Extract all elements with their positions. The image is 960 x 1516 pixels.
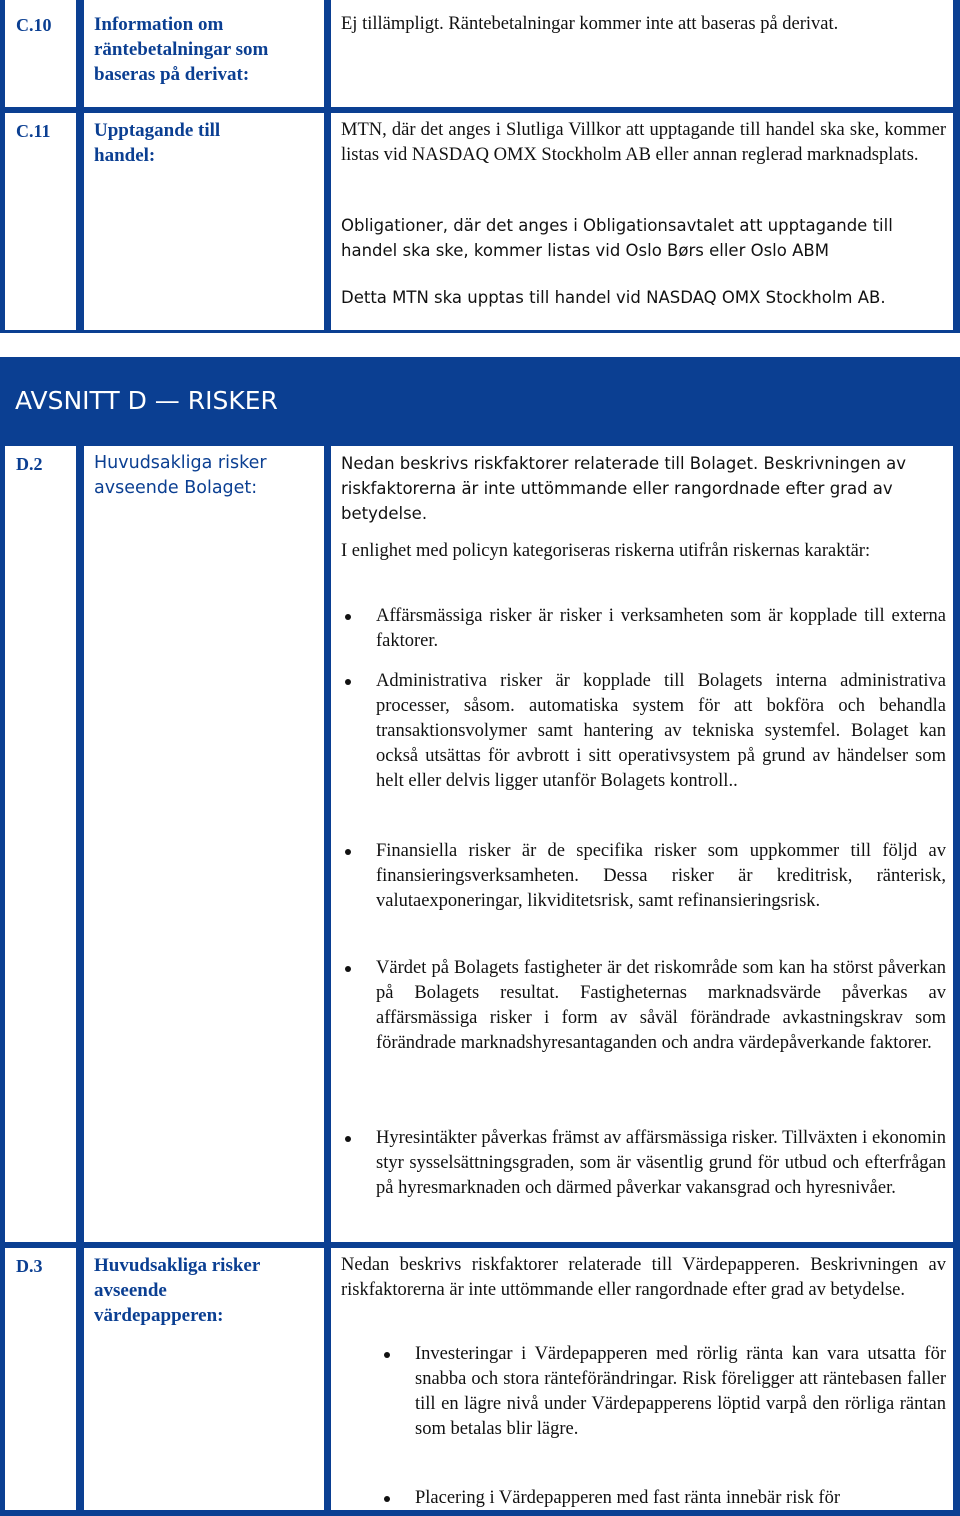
d2-bullet-1 (376, 604, 946, 654)
c10-content-cell (331, 0, 953, 107)
d2-bullet-4-text: Värdet på Bolagets fastigheter är det riskområde som kan ha störst påverkan på Bolagets resultat. Fastigheternas marknadsvärde påverkas av affärsmässiga risker i form av såväl förändrade avkastningskrav som förändrade marknadshyresantaganden och andra värdepåverkande faktorer. (376, 958, 946, 1053)
d3-heading-cell (84, 1248, 324, 1510)
d2-bullet-4 (376, 956, 946, 1056)
c11-paragraph-1: MTN, där det anges i Slutliga Villkor att upptagande till handel ska ske, kommer listas vid NASDAQ OMX Stockholm AB eller annan reglerad marknadsplats. (341, 120, 946, 165)
bullet-dot-icon (345, 849, 351, 855)
c11-content-cell (331, 113, 953, 330)
c11-heading: Upptagande till handel: (94, 120, 221, 166)
bullet-dot-icon (345, 966, 351, 972)
c10-heading: Information om räntebetalningar som baseras på derivat: (94, 14, 269, 85)
d2-code: D.2 (16, 454, 43, 474)
d3-bullet-2 (415, 1486, 946, 1510)
d2-bullet-3-text: Finansiella risker är de specifika risker som uppkommer till följd av finansieringsverksamheten. Dessa risker är kreditrisk, ränterisk, valutaexponeringar, likviditetsrisk, samt refinansieringsrisk. (376, 841, 946, 911)
c10-paragraph: Ej tillämpligt. Räntebetalningar kommer inte att baseras på derivat. (341, 14, 839, 34)
c11-paragraph-3: Detta MTN ska upptas till handel vid NASDAQ OMX Stockholm AB. (341, 288, 886, 307)
d2-intro2: I enlighet med policyn kategoriseras riskerna utifrån riskernas karaktär: (341, 541, 871, 561)
d3-intro: Nedan beskrivs riskfaktorer relaterade till Värdepapperen. Beskrivningen av riskfaktorerna är inte uttömmande eller rangordnade efter grad av betydelse. (341, 1255, 946, 1300)
d2-bullet-1-text: Affärsmässiga risker är risker i verksamheten som är kopplade till externa faktorer. (376, 606, 946, 651)
d3-bullet-1-text: Investeringar i Värdepapperen med rörlig ränta kan vara utsatta för snabba och stora ränteförändringar. Risk föreligger att räntebasen faller till en lägre nivå under Värdepapperens löptid varpå den rörliga räntan som betalas blir lägre. (415, 1344, 946, 1439)
d2-code-cell (5, 446, 76, 1242)
bullet-dot-icon (384, 1496, 390, 1502)
d2-bullet-5-text: Hyresintäkter påverkas främst av affärsmässiga risker. Tillväxten i ekonomin styr sysselsättningsgraden, som är väsentlig grund för utbud och efterfrågan på hyresmarknaden och därmed påverkar vakansgrad och hyresnivåer. (376, 1128, 946, 1198)
c11-heading-cell (84, 113, 324, 330)
section-title: AVSNITT D — RISKER (15, 386, 278, 415)
d3-bullet-1 (415, 1342, 946, 1442)
d3-code-cell (5, 1248, 76, 1510)
c11-code: C.11 (16, 121, 51, 141)
d2-heading: Huvudsakliga risker avseende Bolaget: (94, 453, 267, 498)
c10-code: C.10 (16, 15, 52, 35)
d2-bullet-2-text: Administrativa risker är kopplade till Bolagets interna administrativa processer, såsom. automatiska system för att bokföra och behandla transaktionsvolymer samt hantering av tekniska systemfel. Bolaget kan också utsättas för avbrott i sitt operativsystem på grund av händelser som helt eller delvis ligger utanför Bolagets kontroll.. (376, 671, 946, 791)
d2-content-cell (331, 446, 953, 1242)
bullet-dot-icon (345, 679, 351, 685)
d2-bullet-2 (376, 669, 946, 794)
c10-code-cell (5, 0, 76, 107)
bullet-dot-icon (345, 1136, 351, 1142)
c10-heading-cell (84, 0, 324, 107)
bullet-dot-icon (345, 614, 351, 620)
d3-content-cell (331, 1248, 953, 1510)
c11-paragraph-2: Obligationer, där det anges i Obligationsavtalet att upptagande till handel ska ske, kommer listas vid Oslo Børs eller Oslo ABM (341, 216, 893, 260)
d2-heading-cell (84, 446, 324, 1242)
d3-bullet-2-text: Placering i Värdepapperen med fast ränta innebär risk för (415, 1488, 840, 1508)
c11-code-cell (5, 113, 76, 330)
bullet-dot-icon (384, 1352, 390, 1358)
d3-code: D.3 (16, 1256, 43, 1276)
d2-bullet-3 (376, 839, 946, 914)
d2-intro: Nedan beskrivs riskfaktorer relaterade till Bolaget. Beskrivningen av riskfaktorerna är inte uttömmande eller rangordnade efter grad av betydelse. (341, 454, 906, 523)
d3-heading: Huvudsakliga risker avseende värdepapperen: (94, 1255, 260, 1326)
d2-bullet-5 (376, 1126, 946, 1201)
